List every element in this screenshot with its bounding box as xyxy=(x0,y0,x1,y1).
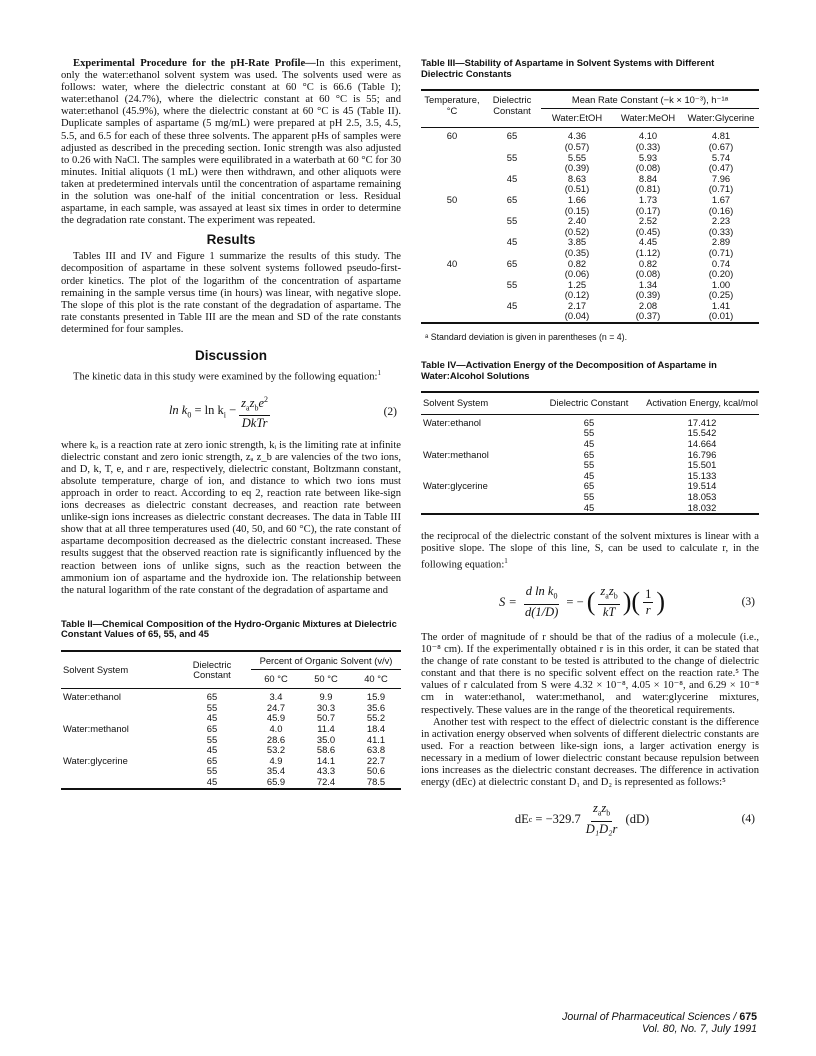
table-row xyxy=(61,735,401,746)
table2-temp-60: 60 °C xyxy=(264,672,288,684)
table2-system xyxy=(61,766,173,777)
table3-cell: 5.74 xyxy=(711,151,731,163)
footer-issue: Vol. 80, No. 7, July 1991 xyxy=(641,1023,757,1035)
eq3-p1-z: z xyxy=(600,584,606,599)
table3-col-dielectric: Dielectric Constant xyxy=(492,94,532,116)
table4-energy: 18.053 xyxy=(687,491,717,502)
table4-dielectric: 65 xyxy=(583,416,595,428)
table3-temp xyxy=(421,216,483,227)
table3-sd: (0.81) xyxy=(635,183,661,195)
table3-cell: 0.74 xyxy=(711,257,731,269)
table2-cell: 35.0 xyxy=(316,733,336,745)
table3-cell: 8.63 xyxy=(567,172,587,184)
eq4-num-sub2: b xyxy=(606,808,611,818)
table3-cell: 5.55 xyxy=(567,151,587,163)
table2-cell: 30.3 xyxy=(316,701,336,713)
results-paragraph: Tables III and IV and Figure 1 summarize the results of this study. The decomposition of aspartame in these solvent systems followed pseudo-first-order kinetics. The plot of the logarithm of the concentration of aspartame remaining in the sample versus time (in hours) was linear, with negative slope. The slope of this plot is the rate constant of the degradation of aspartame. The rate constants presented in Table III are the mean and SD of the rate constants determined for four samples. xyxy=(61,251,401,335)
table3-sd: (0.15) xyxy=(564,204,590,216)
table3-sd: (0.20) xyxy=(708,268,734,280)
table3-sd: (0.33) xyxy=(708,225,734,237)
table3-sd: (0.17) xyxy=(635,204,661,216)
table4-system xyxy=(421,428,533,439)
table2-col-percent: Percent of Organic Solvent (v/v) xyxy=(251,651,401,669)
table3-cell: 2.52 xyxy=(638,215,658,227)
procedure-heading: Experimental Procedure for the pH-Rate Profile— xyxy=(73,58,316,69)
table3-cell: 0.82 xyxy=(638,257,658,269)
eq2-lhs-sub: 0 xyxy=(187,410,192,420)
eq3-paren2 xyxy=(643,588,653,617)
table3-sd: (0.39) xyxy=(564,162,590,174)
procedure-paragraph xyxy=(61,58,401,227)
table2-system xyxy=(61,703,173,714)
table2-cell: 35.6 xyxy=(366,701,386,713)
eq3-num-sub: 0 xyxy=(553,591,558,601)
table3-temp: 50 xyxy=(446,193,458,205)
table3-cell: 1.34 xyxy=(638,278,658,290)
table3-cell: 2.17 xyxy=(567,299,587,311)
table3-cell: 1.00 xyxy=(711,278,731,290)
table4-energy: 15.542 xyxy=(687,427,717,439)
table2-cell: 14.1 xyxy=(316,754,336,766)
table-row xyxy=(61,766,401,777)
table3-dielectric: 55 xyxy=(506,215,518,227)
table2-cell: 53.2 xyxy=(266,744,286,756)
table3-sd: (0.71) xyxy=(708,183,734,195)
eq3-num: d ln k xyxy=(525,584,554,599)
table3-temp xyxy=(421,280,483,291)
table4-energy: 18.032 xyxy=(687,501,717,513)
table-row xyxy=(61,703,401,714)
equation-2 xyxy=(61,384,401,440)
discussion-intro-text: The kinetic data in this study were examined by the following equation: xyxy=(73,371,378,383)
table4-energy: 16.796 xyxy=(687,448,717,460)
table2-cell: 65.9 xyxy=(266,775,286,787)
table3-cell: 1.41 xyxy=(711,299,731,311)
eq3-lhs: S = xyxy=(499,594,520,609)
table3-cell: 3.85 xyxy=(567,236,587,248)
equation-3: S = $\frac{d \ln k_0}{d(1/D)}$ = − ( $\frac{z_az_b}{kT}$ )( $\frac{1}{r}$ ) (3) xyxy=(499,584,755,619)
table3-col-meoh: Water:MeOH xyxy=(620,111,676,123)
table3 xyxy=(421,58,759,342)
eq2-den: DkTr xyxy=(241,416,268,431)
table2-cell: 3.4 xyxy=(269,691,283,703)
footer-journal: Journal of Pharmaceutical Sciences / xyxy=(562,1011,740,1023)
right-text-1-ref: 1 xyxy=(504,557,508,566)
table2-dielectric: 65 xyxy=(206,754,218,766)
table3-cell: 1.25 xyxy=(567,278,587,290)
table3-sd: (1.12) xyxy=(635,246,661,258)
table4-system: Water:ethanol xyxy=(423,416,482,428)
discussion-intro xyxy=(61,367,401,384)
table3-dielectric: 55 xyxy=(506,151,518,163)
table-row-sd xyxy=(421,163,759,174)
table-row xyxy=(421,492,759,503)
eq2-num-z2: z xyxy=(249,395,255,410)
eq3-paren1 xyxy=(598,585,619,619)
table4-dielectric: 45 xyxy=(583,438,595,450)
table3-dielectric: 45 xyxy=(506,236,518,248)
table-row-sd xyxy=(421,142,759,153)
table2-cell: 9.9 xyxy=(319,691,333,703)
table3-cell: 4.10 xyxy=(638,130,658,142)
right-text-1 xyxy=(421,531,759,572)
table3-sd: (0.35) xyxy=(564,246,590,258)
table2-temp-40: 40 °C xyxy=(364,672,388,684)
eq2-mid: = ln k xyxy=(191,403,224,418)
table3-sd: (0.01) xyxy=(708,310,734,322)
table3-dielectric: 65 xyxy=(506,257,518,269)
table3-cell: 4.45 xyxy=(638,236,658,248)
procedure-text: In this experiment, only the water:ethanol solvent system was used. The solvents used were as follows: water, where the dielectric constant at 60 °C is 66.6 (Table I); water:ethanol (24.7%), where the dielectric constant at 60 °C is 55; and water:ethanol (45.9%), where the dielectric constant at 60 °C is 45 (Table II). Duplicate samples of aspartame (5 mg/mL) were prepared at pH 2.5, 3.5, 4.5, 5.5, and 6.5 for each of these three solvents. The apparent pHs of samples were adjusted as described in the preceding section. Ionic strength was also adjusted to 0.26 with NaCl. The samples were equilibrated in a waterbath at 60 °C for 30 minutes. Initial aliquots (1 mL) were then withdrawn, and other aliquots were taken at predetermined intervals until the concentration of aspartame remaining in the solution was one-half of the initial concentration or less. Residual aspartame, in each sample, was assayed at least six times in order to determine the degradation rate constant. The experiment was repeated. xyxy=(61,58,401,227)
table2-cell: 63.8 xyxy=(366,744,386,756)
table4-energy: 15.501 xyxy=(687,459,717,471)
table3-cell: 1.73 xyxy=(638,193,658,205)
table3-col-etoh: Water:EtOH xyxy=(551,111,603,123)
table2-system: Water:glycerine xyxy=(63,754,128,766)
table2-system: Water:ethanol xyxy=(63,691,122,703)
eq2-fraction xyxy=(239,393,270,431)
eq2-num-e: e xyxy=(258,395,265,410)
table2-cell: 35.4 xyxy=(266,765,286,777)
table-row xyxy=(61,724,401,735)
table2-temp-50: 50 °C xyxy=(314,672,338,684)
table2-dielectric: 65 xyxy=(206,722,218,734)
eq2-mid-sub: i xyxy=(223,410,226,420)
table2-col-system: Solvent System xyxy=(63,663,129,675)
table2-cell: 4.9 xyxy=(269,754,283,766)
eq2-num-sub2: b xyxy=(254,403,259,413)
left-column xyxy=(61,58,401,790)
table2-grid xyxy=(61,650,401,790)
table3-cell: 0.82 xyxy=(567,257,587,269)
eq3-p1-den: kT xyxy=(602,604,616,619)
eq3-number: (3) xyxy=(741,596,755,608)
table2-system xyxy=(61,735,173,746)
table2-cell: 15.9 xyxy=(366,691,386,703)
eq4-lhs-sub: c xyxy=(528,814,533,824)
table4-dielectric: 45 xyxy=(583,469,595,481)
eq3-p1-sub1: a xyxy=(605,591,609,601)
table4-system xyxy=(421,503,533,515)
table2-cell: 41.1 xyxy=(366,733,386,745)
table3-sd: (0.33) xyxy=(635,140,661,152)
table4-col-dielectric: Dielectric Constant xyxy=(549,397,629,409)
table3-temp: 40 xyxy=(446,257,458,269)
table2-cell: 78.5 xyxy=(366,775,386,787)
eq2-minus: − xyxy=(229,403,237,418)
table3-col-rate: Mean Rate Constant (−k × 10⁻³), h⁻¹ᵃ xyxy=(541,90,759,108)
table4-col-system: Solvent System xyxy=(423,397,489,409)
table3-col-glycerine: Water:Glycerine xyxy=(687,111,755,123)
table2-cell: 55.2 xyxy=(366,712,386,724)
table2-cell: 72.4 xyxy=(316,775,336,787)
right-text-1-body: the reciprocal of the dielectric constant of the solvent mixtures is linear with a positive slope. The slope of this line, S, can be used to calculate r, in the following equation: xyxy=(421,531,759,571)
eq4-num-z2: z xyxy=(601,801,607,816)
eq4-lhs: dE xyxy=(514,811,529,826)
table2-cell: 18.4 xyxy=(366,722,386,734)
table3-footnote: ᵃ Standard deviation is given in parentheses (n = 4). xyxy=(425,332,628,343)
table3-sd: (0.37) xyxy=(635,310,661,322)
eq2-lhs: ln k xyxy=(168,403,188,418)
table2-cell: 11.4 xyxy=(317,722,335,734)
table4-col-energy: Activation Energy, kcal/mol xyxy=(646,397,758,409)
table3-dielectric: 55 xyxy=(506,278,518,290)
table2-cell: 58.6 xyxy=(316,744,336,756)
eq4-num-sub1: a xyxy=(597,808,602,818)
eq4-number: (4) xyxy=(741,813,755,826)
table4-energy: 17.412 xyxy=(687,416,717,428)
table-row xyxy=(61,777,401,789)
table4-grid xyxy=(421,391,759,515)
results-heading: Results xyxy=(206,232,256,248)
table4-energy: 15.133 xyxy=(687,469,717,481)
table3-cell: 2.23 xyxy=(711,215,731,227)
table4-dielectric: 45 xyxy=(583,501,595,513)
table2-cell: 43.3 xyxy=(316,765,336,777)
table3-sd: (0.67) xyxy=(708,140,734,152)
table3-temp xyxy=(421,153,483,164)
eq3-p1-sub2: b xyxy=(613,591,618,601)
right-text-2: The order of magnitude of r should be that of the radius of a molecule (i.e., 10⁻⁸ cm). If the experimentally obtained r is in this order, it can be stated that the change of rate constant to be tested is attributed to the change of dielectric constant and that there is no specific solvent effect on the reaction rate.⁵ The values of r calculated from S were 4.32 × 10⁻⁸, 4.05 × 10⁻⁸, and 6.29 × 10⁻⁸ cm in water:ethanol, water:methanol, and water:glycerine mixtures, respectively. These values are in the range of the theoretical requirements. xyxy=(421,632,759,716)
table4-caption: Table IV—Activation Energy of the Decomposition of Aspartame in Water:Alcohol Solutions xyxy=(421,359,717,381)
table3-cell: 1.67 xyxy=(711,193,731,205)
discussion-body: where kₒ is a reaction rate at zero ionic strength, kᵢ is the limiting rate at infinite dielectric constant and zero ionic strength, zₐ z_b are valencies of the two ions, and D, k, T, e, and r are, respectively, dielectric constant, Boltzmann constant, absolute temperature, charge of ion, and distance to which two ions must approach in order to react. According to eq 2, reaction rate between like-sign ions decreases as dielectric constant decreases, and reaction rate between unlike-sign ions increases as dielectric constant decreases. The data in Table III show that at all three temperatures used (40, 50, and 60 °C), the rate constant of aspartame decomposition decreased as the dielectric constant increased. These results suggest that the observed reaction rate is significantly influenced by the reaction between ions of unlike signs, such as the reaction between the ammonium ion of aspartame and the hydroxide ion. The relationship between the natural logarithm of the rate constant of the degradation of aspartame and xyxy=(61,439,401,596)
table3-sd: (0.71) xyxy=(708,246,734,258)
table-row xyxy=(421,195,759,206)
table3-sd: (0.51) xyxy=(564,183,590,195)
footer-journal-line xyxy=(540,1011,757,1023)
table3-sd: (0.12) xyxy=(564,289,590,301)
table2-cell: 22.7 xyxy=(366,754,386,766)
table-row xyxy=(421,503,759,515)
table2-dielectric: 55 xyxy=(206,765,218,777)
table3-cell: 5.93 xyxy=(638,151,658,163)
table2-caption: Table II—Chemical Composition of the Hydro-Organic Mixtures at Dielectric Constant Values of 65, 55, and 45 xyxy=(61,617,397,640)
eq4-fraction xyxy=(584,802,620,836)
eq3-fraction xyxy=(523,585,560,619)
discussion-intro-ref: 1 xyxy=(377,368,381,377)
table3-cell: 2.89 xyxy=(711,236,731,248)
table3-dielectric: 45 xyxy=(506,172,518,184)
table3-sd: (0.25) xyxy=(708,289,734,301)
table2-col-dielectric: Dielectric Constant xyxy=(192,658,232,681)
table-row-sd xyxy=(421,290,759,301)
table3-dielectric: 65 xyxy=(506,130,518,142)
page-footer xyxy=(540,1011,757,1035)
table3-sd: (0.47) xyxy=(708,162,734,174)
table2 xyxy=(61,619,401,790)
eq4-mid: = −329.7 xyxy=(532,811,581,826)
eq4-num-z: z xyxy=(592,801,598,816)
table-row xyxy=(61,692,401,703)
table3-cell: 4.36 xyxy=(567,130,587,142)
equation-4 xyxy=(421,789,759,849)
table3-grid xyxy=(421,89,759,324)
eq2-num-sup: 2 xyxy=(264,394,269,404)
table4-energy: 19.514 xyxy=(687,480,717,492)
table4 xyxy=(421,360,759,515)
table-row-sd xyxy=(421,248,759,259)
table2-cell: 28.6 xyxy=(266,733,286,745)
table4-energy: 14.664 xyxy=(687,438,717,450)
eq2-number: (2) xyxy=(383,405,397,418)
table2-system: Water:methanol xyxy=(63,722,129,734)
table3-cell: 8.84 xyxy=(638,172,658,184)
table3-temp xyxy=(421,301,483,312)
table-row-sd xyxy=(421,206,759,217)
table2-dielectric: 45 xyxy=(206,744,218,756)
table2-cell: 50.6 xyxy=(366,765,386,777)
table4-dielectric: 55 xyxy=(583,427,595,439)
table3-sd: (0.39) xyxy=(635,289,661,301)
eq3-p1-z2: z xyxy=(608,584,614,599)
table3-sd: (0.57) xyxy=(564,140,590,152)
table3-temp: 60 xyxy=(446,130,458,142)
eq4-den: D₁D₂r xyxy=(585,821,618,836)
table3-cell: 4.81 xyxy=(711,130,731,142)
table3-cell: 1.66 xyxy=(567,193,587,205)
table-row-sd xyxy=(421,311,759,323)
table-row-sd xyxy=(421,227,759,238)
table4-system: Water:glycerine xyxy=(423,480,488,492)
table2-cell: 24.7 xyxy=(266,701,286,713)
table3-sd: (0.08) xyxy=(635,268,661,280)
table2-dielectric: 55 xyxy=(206,733,218,745)
table3-col-temp: Temperature, °C xyxy=(424,94,480,116)
table2-dielectric: 65 xyxy=(206,691,218,703)
table-row xyxy=(61,756,401,767)
table3-sd: (0.04) xyxy=(564,310,590,322)
eq3-den: d(1/D) xyxy=(524,604,559,619)
table3-temp xyxy=(421,237,483,248)
right-column xyxy=(421,58,759,849)
table3-cell: 7.96 xyxy=(711,172,731,184)
table2-dielectric: 45 xyxy=(206,775,218,787)
table2-cell: 50.7 xyxy=(316,712,336,724)
table4-system xyxy=(421,460,533,471)
table2-cell: 4.0 xyxy=(269,722,283,734)
table-row-sd xyxy=(421,184,759,195)
eq2-num-z: z xyxy=(241,395,247,410)
table3-sd: (0.52) xyxy=(564,225,590,237)
table3-dielectric: 45 xyxy=(506,299,518,311)
table2-dielectric: 45 xyxy=(206,712,218,724)
table3-sd: (0.16) xyxy=(708,204,734,216)
table3-cell: 2.40 xyxy=(567,215,587,227)
table3-sd: (0.06) xyxy=(564,268,590,280)
table3-temp xyxy=(421,174,483,185)
table4-system xyxy=(421,492,533,503)
right-text-3: Another test with respect to the effect of dielectric constant is the difference in activation energy observed when solvents of different dielectric constants are used. For a reaction between like-sign ions, a larger activation energy is necessary in a medium of lower dielectric constant because repulsion between ions increases as the dielectric constant decreases. The difference in activation energy (dEc) at dielectric constant D₁ and D₂ is represented as follows:⁵ xyxy=(421,716,759,789)
table2-dielectric: 55 xyxy=(206,701,218,713)
eq4-rhs: (dD) xyxy=(622,811,650,826)
eq2-num-sub1: a xyxy=(246,403,250,413)
table4-dielectric: 55 xyxy=(583,459,595,471)
table3-sd: (0.45) xyxy=(635,225,661,237)
table2-system xyxy=(61,777,173,789)
table2-cell: 45.9 xyxy=(266,712,286,724)
table4-dielectric: 65 xyxy=(583,480,595,492)
table3-caption: Table III—Stability of Aspartame in Solvent Systems with Different Dielectric Constants xyxy=(421,57,715,79)
table4-system: Water:methanol xyxy=(423,448,489,460)
eq3-p2-den: r xyxy=(645,602,651,617)
table3-sd: (0.08) xyxy=(635,162,661,174)
discussion-heading: Discussion xyxy=(194,347,268,363)
table4-dielectric: 65 xyxy=(583,448,595,460)
table3-dielectric: 65 xyxy=(506,193,518,205)
eq3-eq: = − xyxy=(563,594,587,609)
table-row-sd xyxy=(421,269,759,280)
table3-cell: 2.08 xyxy=(638,299,658,311)
footer-page-number: 675 xyxy=(739,1011,757,1023)
table4-dielectric: 55 xyxy=(583,491,595,502)
eq3-p2-num: 1 xyxy=(645,586,652,601)
